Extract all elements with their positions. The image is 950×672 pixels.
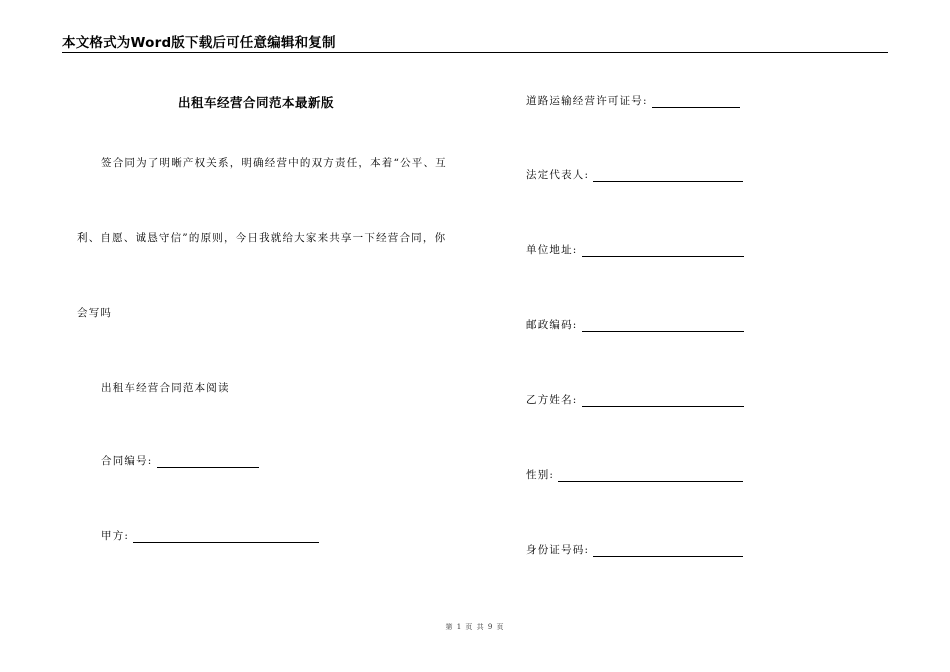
field-label: 乙方姓名: [526, 394, 578, 406]
field-label: 法定代表人: [526, 169, 590, 181]
field-label: 性别: [526, 469, 555, 481]
field-label: 身份证号码: [526, 544, 590, 556]
unit-address-field [526, 242, 744, 257]
postal-code-field [526, 317, 744, 332]
field-label: 甲方: [101, 530, 130, 542]
legal-representative-field [526, 167, 743, 182]
fill-in-blank [593, 544, 743, 557]
page-header [62, 34, 888, 53]
fill-in-blank [133, 530, 319, 543]
id-number-field [526, 542, 743, 557]
contract-number-field [101, 453, 259, 468]
fill-in-blank [582, 319, 744, 332]
party-a-field [101, 528, 319, 543]
gender-field [526, 467, 743, 482]
paragraph-line-2: 利、自愿、诚恳守信”的原则，今日我就给大家来共享一下经营合同，你 [77, 232, 447, 244]
fill-in-blank [582, 244, 744, 257]
page-number: 第 1 页 共 9 页 [445, 623, 505, 631]
field-label: 道路运输经营许可证号: [526, 95, 648, 107]
document-title: 出租车经营合同范本最新版 [178, 95, 335, 110]
paragraph-line-3: 会写吗 [77, 307, 113, 319]
fill-in-blank [558, 469, 743, 482]
fill-in-blank [593, 169, 743, 182]
fill-in-blank [652, 95, 740, 108]
section-heading: 出租车经营合同范本阅读 [101, 382, 230, 394]
field-label: 单位地址: [526, 244, 578, 256]
license-number-field [526, 93, 740, 108]
field-label: 合同编号: [101, 455, 153, 467]
party-b-name-field [526, 392, 744, 407]
field-label: 邮政编码: [526, 319, 578, 331]
header-notice: 本文格式为Word版下载后可任意编辑和复制 [62, 35, 336, 51]
paragraph-line-1: 签合同为了明晰产权关系，明确经营中的双方责任，本着“公平、互 [101, 157, 447, 169]
fill-in-blank [157, 455, 259, 468]
fill-in-blank [582, 394, 744, 407]
